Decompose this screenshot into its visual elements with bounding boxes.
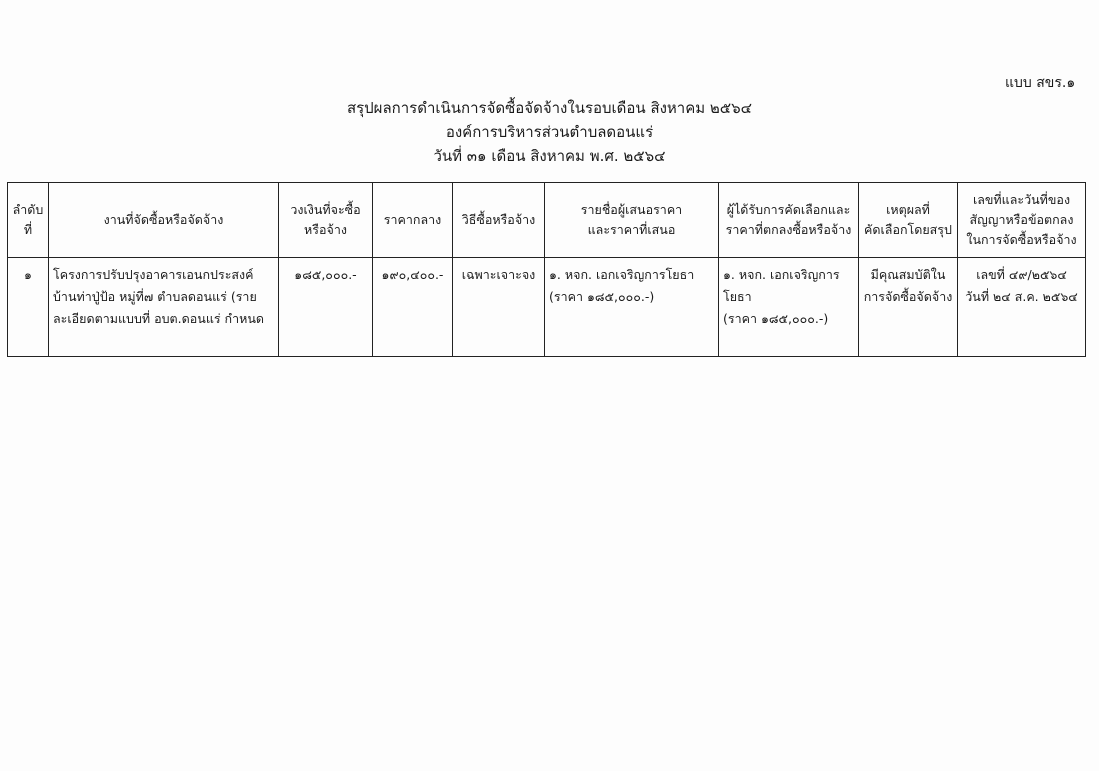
- table-body: [8, 258, 1086, 357]
- title-block: [0, 96, 1099, 168]
- cell-method: เฉพาะเจาะจง: [453, 258, 545, 357]
- cell-no: ๑: [8, 258, 49, 357]
- header-budget: วงเงินที่จะซื้อ หรือจ้าง: [279, 183, 373, 258]
- header-selected: ผู้ได้รับการคัดเลือกและ ราคาที่ตกลงซื้อหรือจ้าง: [719, 183, 859, 258]
- header-median-price: ราคากลาง: [373, 183, 453, 258]
- table-header: [8, 183, 1086, 258]
- header-row: [8, 183, 1086, 258]
- cell-budget: ๑๘๕,๐๐๐.-: [279, 258, 373, 357]
- header-work: งานที่จัดซื้อหรือจัดจ้าง: [49, 183, 279, 258]
- title-line-2: องค์การบริหารส่วนตำบลดอนแร่: [445, 123, 654, 141]
- header-contract: เลขที่และวันที่ของ สัญญาหรือข้อตกลง ในการจัดซื้อหรือจ้าง: [958, 183, 1086, 258]
- procurement-summary-table: [7, 182, 1086, 357]
- form-code: แบบ สขร.๑: [1005, 75, 1076, 91]
- title-line-1: สรุปผลการดำเนินการจัดซื้อจัดจ้างในรอบเดือน สิงหาคม ๒๕๖๔: [346, 99, 753, 117]
- cell-selected: ๑. หจก. เอกเจริญการโยธา (ราคา ๑๘๕,๐๐๐.-): [719, 258, 859, 357]
- table-row: [8, 258, 1086, 357]
- cell-work: โครงการปรับปรุงอาคารเอนกประสงค์บ้านท่าปู่ป้อ หมู่ที่๗ ตำบลดอนแร่ (รายละเอียดตามแบบที่ อบต.ดอนแร่ กำหนด: [49, 258, 279, 357]
- header-method: วิธีซื้อหรือจ้าง: [453, 183, 545, 258]
- header-reason: เหตุผลที่ คัดเลือกโดยสรุป: [859, 183, 958, 258]
- cell-reason: มีคุณสมบัติใน การจัดซื้อจัดจ้าง: [859, 258, 958, 357]
- title-line-3: วันที่ ๓๑ เดือน สิงหาคม พ.ศ. ๒๕๖๔: [433, 147, 666, 165]
- header-bidders: รายชื่อผู้เสนอราคา และราคาที่เสนอ: [545, 183, 719, 258]
- cell-contract: เลขที่ ๔๙/๒๕๖๔ วันที่ ๒๔ ส.ค. ๒๕๖๔: [958, 258, 1086, 357]
- header-no: ลำดับ ที่: [8, 183, 49, 258]
- cell-bidders: ๑. หจก. เอกเจริญการโยธา (ราคา ๑๘๕,๐๐๐.-): [545, 258, 719, 357]
- cell-median-price: ๑๙๐,๔๐๐.-: [373, 258, 453, 357]
